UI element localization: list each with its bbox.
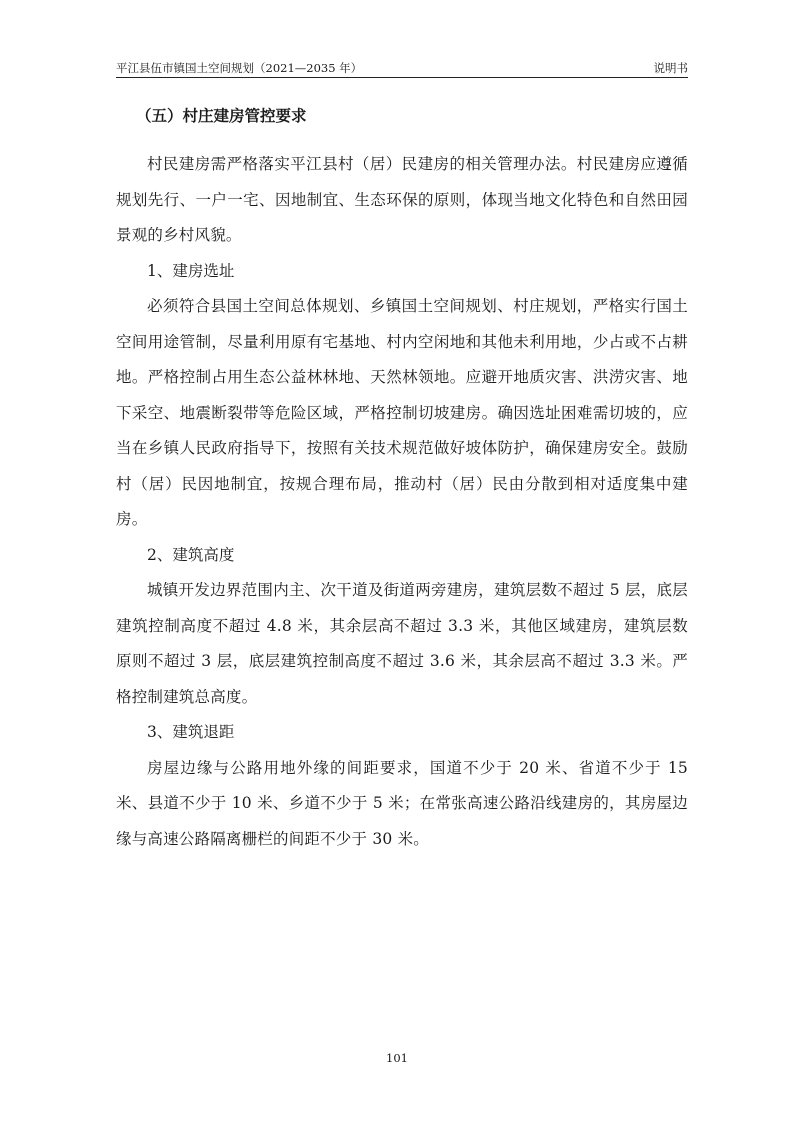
header-title: 平江县伍市镇国土空间规划（2021—2035 年） bbox=[116, 61, 363, 75]
page-body bbox=[116, 106, 688, 857]
header-doc-type: 说明书 bbox=[653, 61, 688, 75]
subsection-text-setback: 房屋边缘与公路用地外缘的间距要求，国道不少于 20 米、省道不少于 15 米、县道不少于 10 米、乡道不少于 5 米；在常张高速公路沿线建房的，其房屋边缘与高速公路隔离栅栏的间距不少于 30 米。 bbox=[116, 758, 688, 848]
subsection-title-height: 2、建筑高度 bbox=[147, 545, 235, 564]
section-heading: （五）村庄建房管控要求 bbox=[136, 107, 307, 125]
subsection-title-site: 1、建房选址 bbox=[147, 261, 235, 280]
subsection-text-height: 城镇开发边界范围内主、次干道及街道两旁建房，建筑层数不超过 5 层，底层建筑控制高度不超过 4.8 米，其余层高不超过 3.3 米，其他区域建房，建筑层数原则不超过 3 层，底层建筑控制高度不超过 3.6 米，其余层高不超过 3.3 米。严格控制建筑总高度。 bbox=[116, 581, 688, 706]
subsection-title-setback: 3、建筑退距 bbox=[147, 723, 235, 741]
subsection-text-site: 必须符合县国土空间总体规划、乡镇国土空间规划、村庄规划，严格实行国土空间用途管制，尽量利用原有宅基地、村内空闲地和其他未利用地，少占或不占耕地。严格控制占用生态公益林林地、天然林领地。应避开地质灾害、洪涝灾害、地下采空、地震断裂带等危险区域，严格控制切坡建房。确因选址困难需切坡的，应当在乡镇人民政府指导下，按照有关技术规范做好坡体防护，确保建房安全。鼓励村（居）民因地制宜，按规合理布局，推动村（居）民由分散到相对适度集中建房。 bbox=[116, 297, 688, 528]
page-header bbox=[116, 61, 688, 78]
section-intro: 村民建房需严格落实平江县村（居）民建房的相关管理办法。村民建房应遵循规划先行、一户一宅、因地制宜、生态环保的原则，体现当地文化特色和自然田园景观的乡村风貌。 bbox=[116, 155, 688, 244]
page-number: 101 bbox=[386, 1051, 408, 1065]
